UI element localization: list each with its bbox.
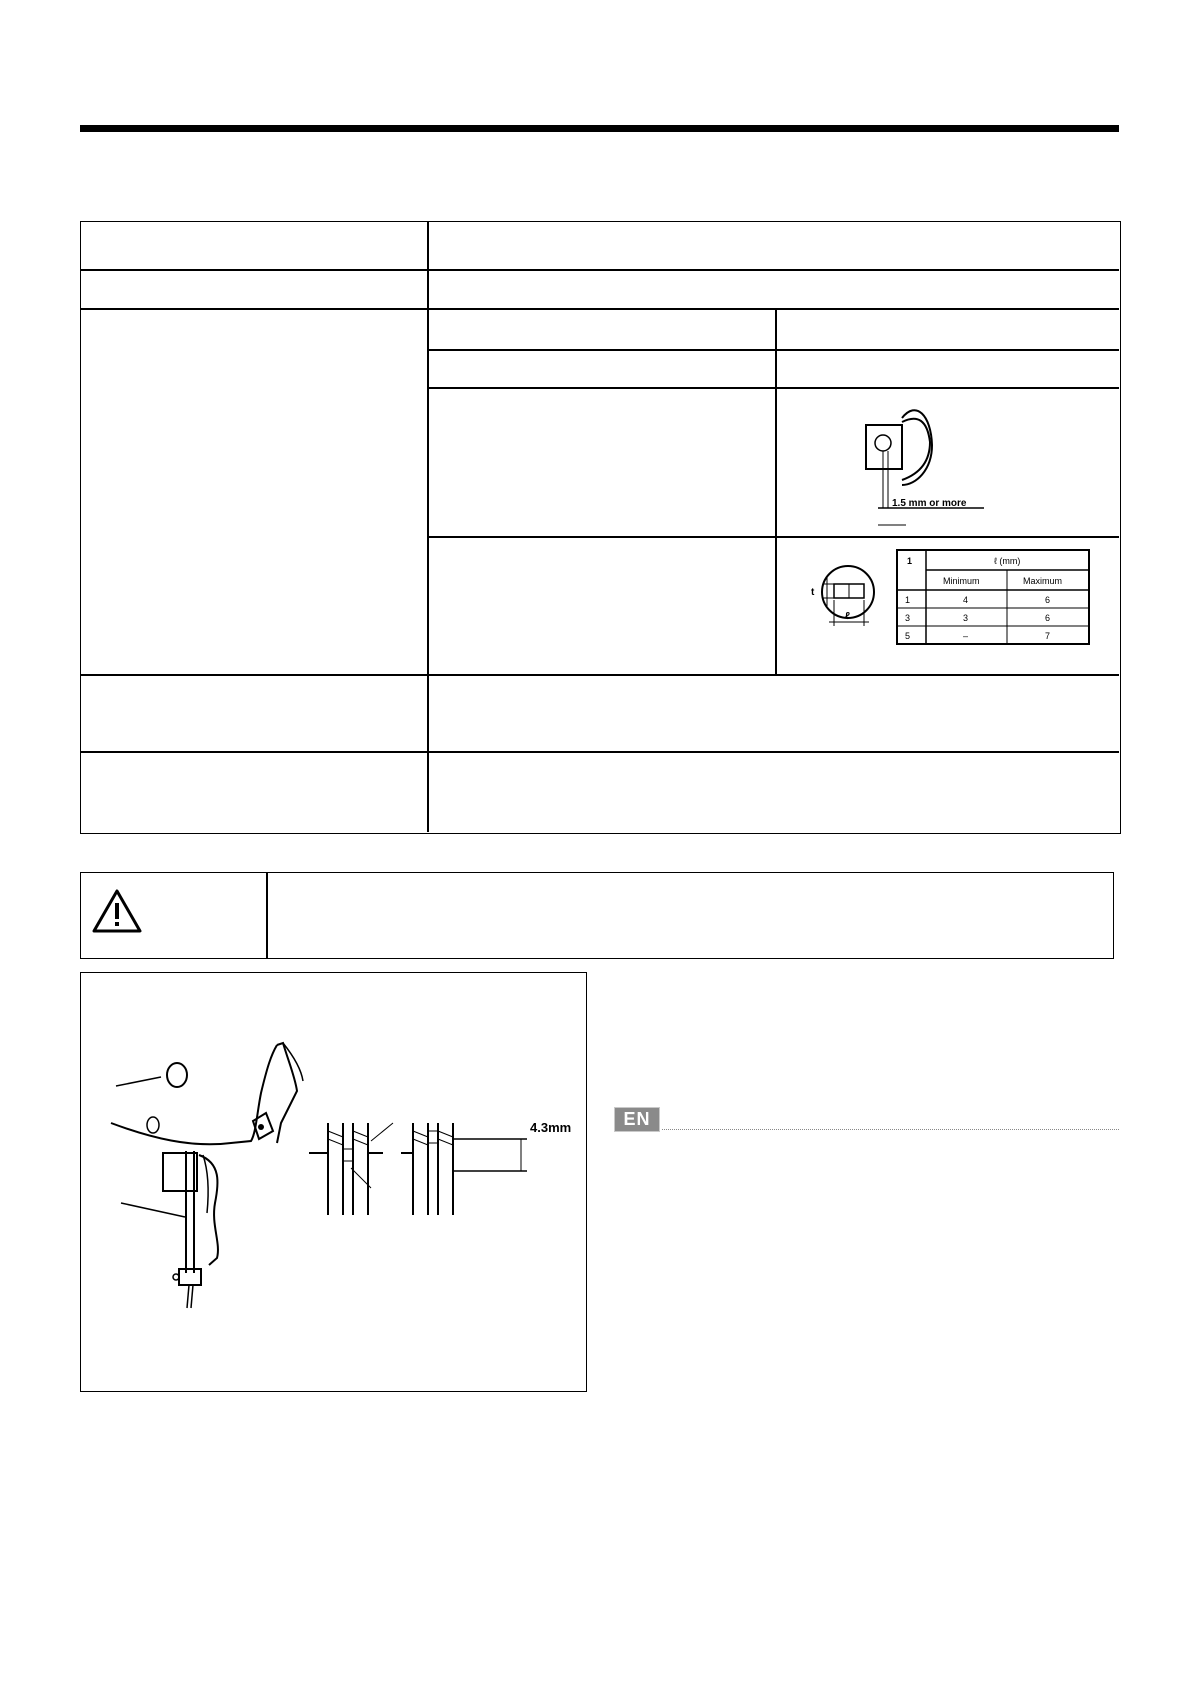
table-col-divider	[775, 308, 777, 674]
warning-divider	[266, 873, 268, 958]
table-max: 7	[1045, 631, 1051, 641]
language-divider	[662, 1129, 1119, 1130]
table-t: 3	[905, 613, 911, 623]
table-header: ℓ (mm)	[994, 556, 1021, 566]
warning-box	[80, 872, 1114, 959]
button-gap-diagram	[856, 400, 1036, 530]
spec-table	[80, 221, 1121, 834]
table-row-divider	[81, 751, 1119, 753]
table-row-divider	[427, 536, 1119, 538]
l-label: ℓ	[845, 611, 850, 622]
table-min: 3	[963, 613, 969, 623]
table-max-header: Maximum	[1023, 576, 1063, 586]
button-gap-label: 1.5 mm or more	[892, 498, 967, 509]
table-min-header: Minimum	[943, 576, 980, 586]
table-row-divider	[427, 387, 1119, 389]
table-row-divider	[81, 269, 1119, 271]
table-min: 4	[963, 595, 969, 605]
table-t: 5	[905, 631, 911, 641]
warning-triangle-icon	[91, 887, 143, 940]
table-row-divider	[81, 308, 1119, 310]
t-label: t	[811, 587, 815, 598]
header-rule	[80, 125, 1119, 132]
table-t: 1	[905, 595, 911, 605]
measurement-label: 4.3mm	[530, 1120, 572, 1135]
table-min: –	[963, 631, 969, 641]
table-max: 6	[1045, 613, 1051, 623]
needle-bar-illustration	[81, 973, 586, 1391]
table-col-divider	[427, 222, 429, 832]
table-col1: 1	[907, 556, 913, 566]
needle-bar-figure	[80, 972, 587, 1392]
table-row-divider	[427, 349, 1119, 351]
buttonhole-table-diagram	[801, 548, 1101, 658]
table-max: 6	[1045, 595, 1051, 605]
table-row-divider	[81, 674, 1119, 676]
language-badge: EN	[614, 1107, 660, 1132]
